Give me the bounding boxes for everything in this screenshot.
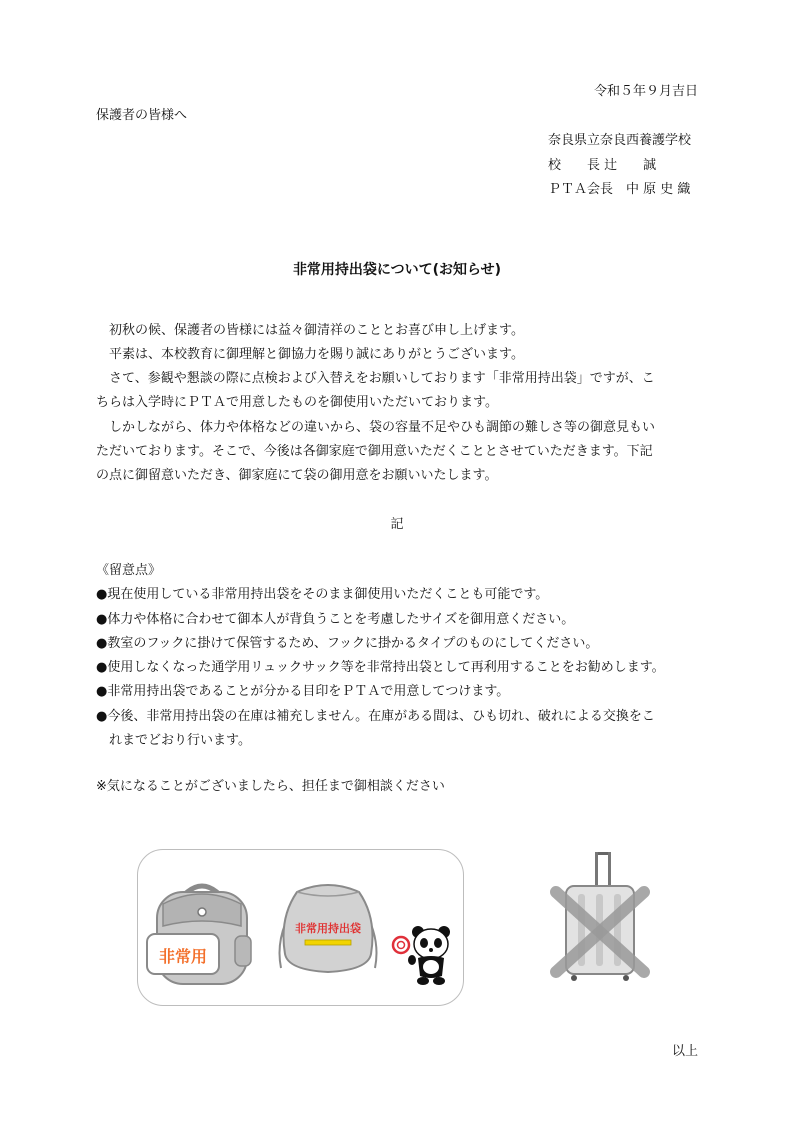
body-paragraph-line: 平素は、本校教育に御理解と御協力を賜り誠にありがとうございます。 <box>96 347 524 362</box>
document-date: 令和５年９月吉日 <box>593 84 698 99</box>
addressee: 保護者の皆様へ <box>96 108 188 123</box>
body-paragraph-line: ちらは入学時にＰＴＡで用意したものを御使用いただいております。 <box>96 395 498 410</box>
document-title: 非常用持出袋について(お知らせ) <box>292 262 502 278</box>
ki-mark: 記 <box>390 517 404 532</box>
note-item: ●体力や体格に合わせて御本人が背負うことを考慮したサイズを御用意ください。 <box>96 612 575 627</box>
crossed-suitcase-icon <box>548 848 652 982</box>
body-paragraph-line: の点に御留意いただき、御家庭にて袋の御用意をお願いいたします。 <box>96 468 498 483</box>
body-paragraph-line: さて、参観や懇談の際に点検および入替えをお願いしております「非常用持出袋」ですが、こ <box>96 371 655 386</box>
note-item: ●使用しなくなった通学用リュックサック等を非常持出袋として再利用することをお勧めします。 <box>96 660 665 675</box>
backpack-label-text: 非常用 <box>158 947 208 966</box>
body-paragraph-line: 初秋の候、保護者の皆様には益々御清祥のこととお喜び申し上げます。 <box>96 323 524 338</box>
sender-school: 奈良県立奈良西養護学校 <box>548 133 692 148</box>
note-item: ●今後、非常用持出袋の在庫は補充しません。在庫がある間は、ひも切れ、破れによる交換をこ <box>96 709 655 724</box>
body-paragraph-line: しかしながら、体力や体格などの違いから、袋の容量不足やひも調節の難しさ等の御意見もい <box>96 420 656 435</box>
drawstring-bag-illustration <box>273 878 383 980</box>
sender-principal: 校 長 辻 誠 <box>548 158 657 173</box>
closing-mark: 以上 <box>672 1044 699 1059</box>
note-item-continuation: れまでどおり行います。 <box>96 733 251 748</box>
backpack-illustration <box>145 878 260 988</box>
notes-heading: 《留意点》 <box>96 563 162 578</box>
note-item: ●現在使用している非常用持出袋をそのまま御使用いただくことも可能です。 <box>96 587 549 602</box>
footnote: ※気になることがございましたら、担任まで御相談ください <box>96 779 445 794</box>
note-item: ●教室のフックに掛けて保管するため、フックに掛かるタイプのものにしてください。 <box>96 636 599 651</box>
body-paragraph-line: ただいております。そこで、今後は各御家庭で御用意いただくこととさせていただきます。下記 <box>96 444 653 459</box>
sender-pta-president: ＰＴＡ会長 中 原 史 織 <box>548 182 691 197</box>
panda-icon <box>408 924 454 986</box>
drawstring-label-text: 非常用持出袋 <box>295 922 361 935</box>
note-item: ●非常用持出袋であることが分かる目印をＰＴＡで用意してつけます。 <box>96 684 510 699</box>
